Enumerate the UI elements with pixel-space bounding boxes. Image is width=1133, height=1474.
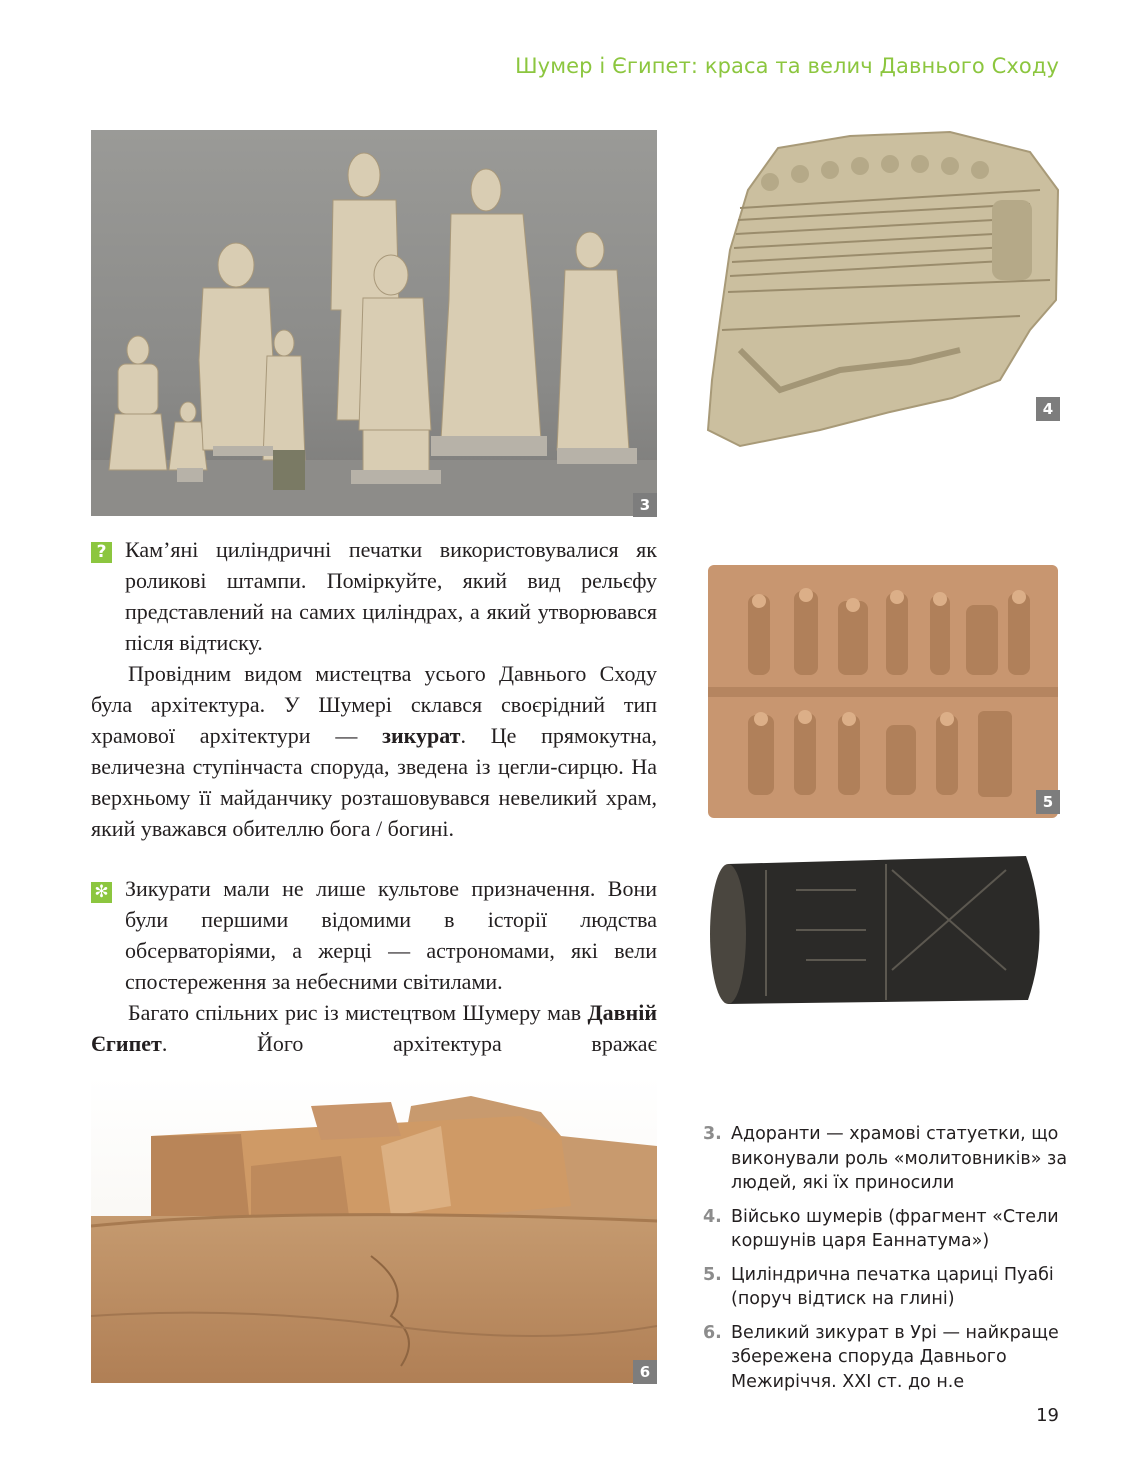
figure-6-ziggurat-of-ur — [91, 1076, 657, 1383]
paragraph-architecture-part1: Провідним видом мистецтва усього Давнього Сходу була архітектура. У Шумері склався своєрідний тип храмової архітектури — — [91, 661, 657, 748]
caption-text: Адоранти — храмові статуетки, що виконували роль «молитовників» за людей, які їх приносили — [731, 1124, 1068, 1193]
question-icon: ? — [91, 542, 112, 563]
figure-3-adorant-statuettes — [91, 130, 657, 516]
figure-5-seal-impression — [708, 565, 1058, 818]
caption-item — [703, 1205, 1073, 1254]
question-text: Кам’яні циліндричні печатки використовувалися як роликові штампи. Поміркуйте, який вид рельєфу представлений на самих циліндрах, а який утворювався після відтиску. — [125, 537, 657, 655]
page-number: 19 — [1036, 1405, 1059, 1426]
running-header: Шумер і Єгипет: краса та велич Давнього Сходу — [515, 54, 1059, 78]
figure-3-number-badge: 3 — [633, 493, 657, 517]
figure-4-number-badge: 4 — [1036, 397, 1060, 421]
caption-number: 4. — [703, 1206, 722, 1227]
caption-text: Циліндрична печатка цариці Пуабі (поруч відтиск на глині) — [731, 1264, 1054, 1309]
note-text: Зикурати мали не лише культове призначення. Вони були першими відомими в історії людства обсерваторіями, а жерці — астрономами, які вели спостереження за небесними світилами. — [125, 876, 657, 994]
paragraph-egypt-part1: Багато спільних рис із мистецтвом Шумеру мав — [128, 1000, 588, 1025]
caption-number: 3. — [703, 1124, 722, 1144]
caption-text: Військо шумерів (фрагмент «Стели коршунів царя Еаннатума») — [731, 1206, 1059, 1251]
term-ancient-egypt: Давній Єгипет — [91, 1000, 657, 1056]
caption-number: 5. — [703, 1264, 722, 1285]
paragraph-egypt — [91, 997, 657, 1059]
caption-number: 6. — [703, 1322, 722, 1343]
figure-5-number-badge: 5 — [1036, 790, 1060, 814]
term-ziggurat: зикурат — [382, 723, 461, 748]
paragraph-egypt-part2: . Його архітектура вражає — [161, 1031, 657, 1056]
paragraph-architecture-part2: . Це прямокутна, величезна ступінчаста споруда, зведена із цегли-сирцю. На верхньому її майданчику розташовувався невеликий храм, який уважався обителлю бога / богині. — [91, 723, 658, 841]
figure-4-stele-fragment — [700, 130, 1070, 455]
figure-5-cylinder-seal — [706, 850, 1056, 1010]
caption-text: Великий зикурат в Урі — найкраще збережена споруда Давнього Межиріччя. ХХІ ст. до н.е — [731, 1322, 1059, 1392]
caption-item — [703, 1122, 1073, 1196]
caption-item — [703, 1321, 1073, 1395]
figure-6-number-badge: 6 — [633, 1360, 657, 1384]
figure-captions — [703, 1122, 1073, 1403]
paragraph-architecture — [91, 658, 657, 844]
asterisk-icon: ✻ — [91, 882, 112, 903]
caption-item — [703, 1263, 1073, 1312]
